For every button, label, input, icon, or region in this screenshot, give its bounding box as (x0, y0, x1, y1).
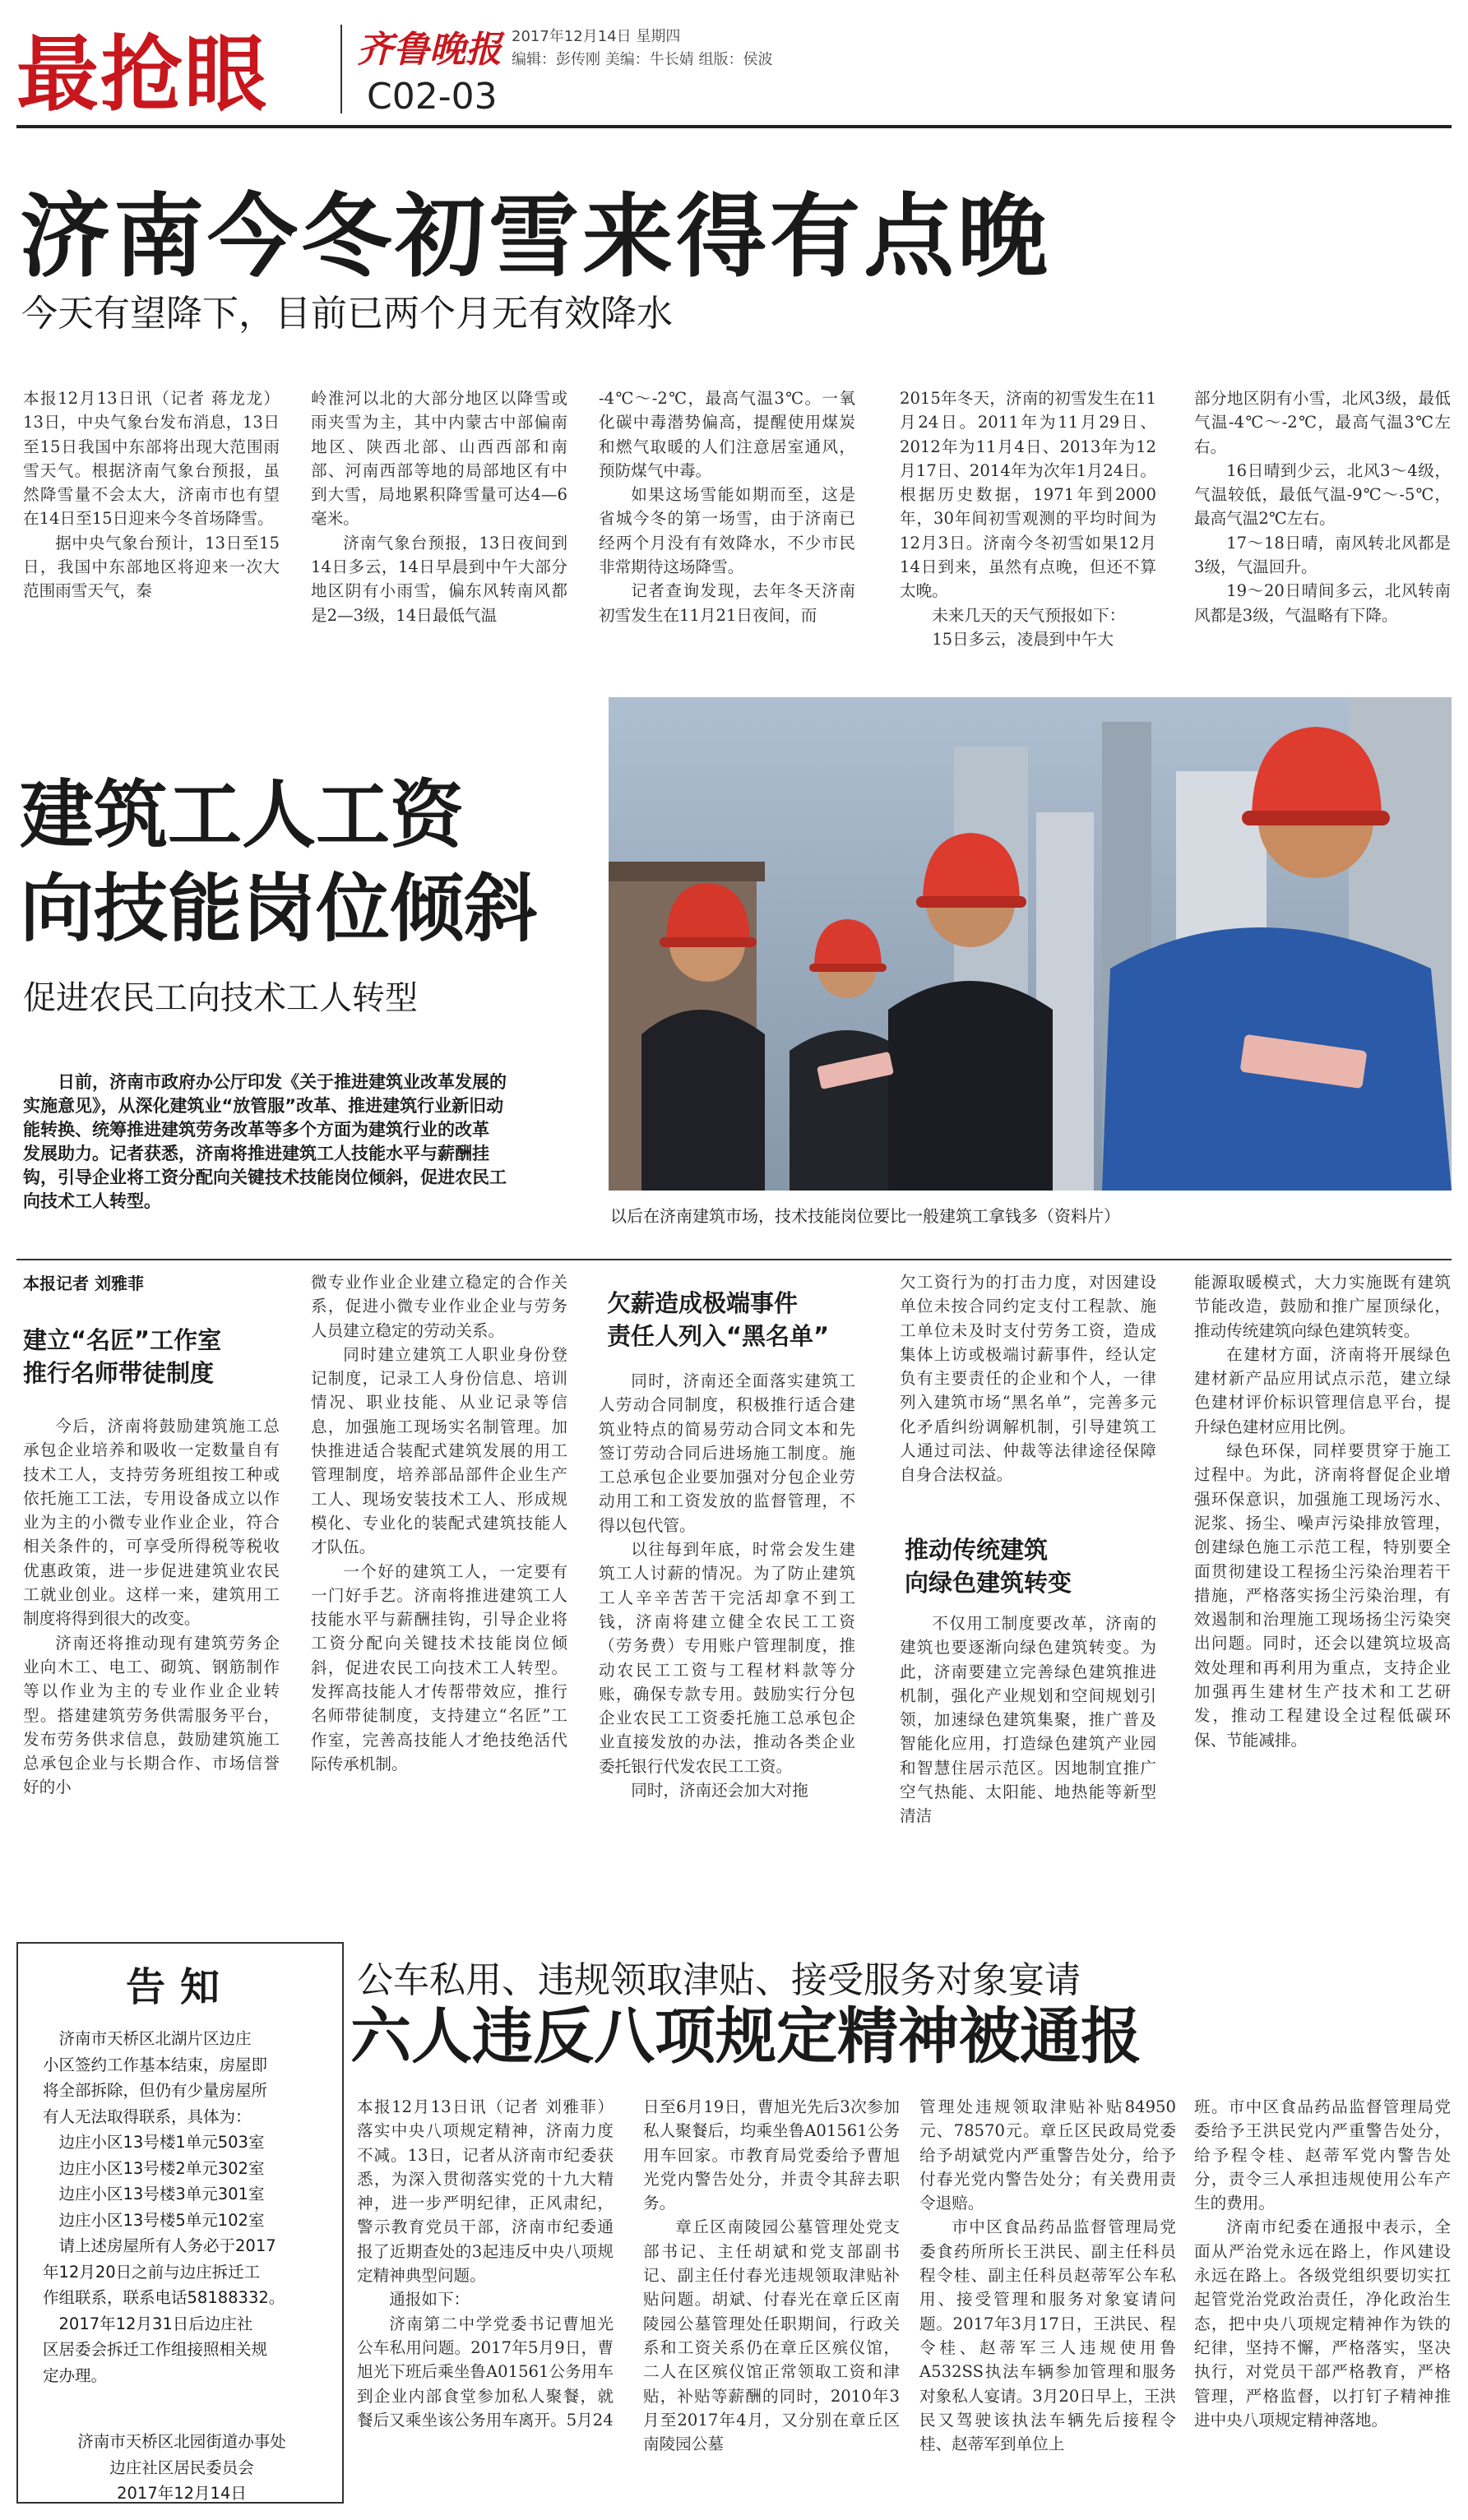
article2-column-1 (23, 1414, 280, 1916)
paragraph: 同时建立建筑工人职业身份登记制度，记录工人身份信息、培训情况、职业技能、从业记录等信息，加强施工现场实名制管理。加快推进适合装配式建筑发展的用工管理制度，培养部品部件企业生产工人、现场安装技术工人、形成规模化、专业化的装配式建筑技能人才队伍。 (311, 1344, 567, 1557)
subheading-green-building (905, 1533, 1072, 1599)
paragraph: 欠工资行为的打击力度，对因建设单位未按合同约定支付工程款、施工单位未及时支付劳务工资，造成集体上访或极端讨薪事件，经认定负有主要责任的企业和个人，一律列入建筑市场“黑名单”，完善多元化矛盾纠纷调解机制，引导建筑工人通过司法、仲裁等法律途径保障自身合法权益。 (900, 1273, 1156, 1485)
notice-line: 济南市天桥区北湖片区边庄 (58, 2029, 252, 2048)
paragraph: 不仅用工制度要改革，济南的建筑也要逐渐向绿色建筑转变。为此，济南要建立完善绿色建筑推进机制，强化产业规划和空间规划引领，加速绿色建筑集聚，推广普及智能化应用，打造绿色建筑产业园和智慧住居示范区。因地制宜推广空气热能、太阳能、地热能等新型清洁 (900, 1614, 1156, 1826)
paragraph: 岭淮河以北的大部分地区以降雪或雨夹雪为主，其中内蒙古中部偏南地区、陕西北部、山西西部和南部、河南西部等地的局部地区有中到大雪，局地累积降雪量可达4—6毫米。 (311, 389, 567, 529)
article2-column-2 (311, 1270, 567, 1916)
notice-line: 区居委会拆迁工作组接照相关规 (43, 2340, 268, 2359)
article2-subheadline: 促进农民工向技术工人转型 (23, 979, 418, 1017)
subheading-line: 推行名师带徒制度 (23, 1359, 215, 1387)
article1-column-2 (311, 386, 567, 625)
notice-line: 边庄小区13号楼2单元302室 (58, 2158, 265, 2178)
section-rule (16, 1259, 1452, 1260)
notice-signature (35, 2429, 329, 2507)
masthead-divider (340, 25, 342, 113)
paragraph: -4℃～-2℃，最高气温3℃。一氧化碳中毒潜势偏高，提醒使用煤炭和燃气取暖的人们注意居室通风，预防煤气中毒。 (599, 389, 855, 480)
notice-line: 边庄小区13号楼1单元503室 (58, 2133, 265, 2152)
paragraph: 市中区食品药品监督管理局党委食药所所长王洪民、副主任科员程令桂、副主任科员赵蒂军公车私用、接受管理和服务对象宴请问题。2017年3月17日，王洪民、程令桂、赵蒂军三人违规使用鲁A532SS执法车辆参加管理和服务对象私人宴请。3月20日早上，王洪民又驾驶该执法车辆先后接程令桂、赵蒂军到单位上 (919, 2217, 1176, 2454)
paragraph: 未来几天的天气预报如下： (932, 605, 1126, 625)
notice-line: 边庄小区13号楼5单元102室 (58, 2210, 265, 2230)
demolition-notice (16, 1942, 344, 2504)
article2-headline (20, 769, 538, 956)
article3-column-2 (643, 2095, 900, 2506)
article1-column-1 (23, 386, 280, 625)
subheading-masters (23, 1324, 221, 1389)
signature-line: 2017年12月14日 (117, 2484, 247, 2503)
paragraph: 微专业作业企业建立稳定的合作关系，促进小微专业作业企业与劳务人员建立稳定的劳动关系。 (311, 1273, 567, 1340)
article1-column-3 (599, 386, 855, 625)
paragraph: 绿色环保，同样要贯穿于施工过程中。为此，济南将督促企业增强环保意识，加强施工现场污水、泥浆、扬尘、噪声污染排放管理，创建绿色施工示范工程，特别要全面贯彻建设工程扬尘污染治理若干措施，严格落实扬尘污染治理，有效遏制和治理施工现场扬尘污染突出问题。同时，还会以建筑垃圾高效处理和再利用为重点，支持企业加强再生建材生产技术和工艺研发，推动工程建设全过程低碳环保、节能减排。 (1194, 1441, 1451, 1750)
notice-line: 年12月20日之前与边庄拆迁工 (43, 2262, 261, 2282)
paragraph: 17～18日晴，南风转北风都是3级，气温回升。 (1194, 533, 1451, 577)
headline-line: 建筑工人工资 (20, 772, 464, 858)
lead-line: 发展助力。记者获悉，济南将推进建筑工人技能水平与薪酬挂 (23, 1144, 489, 1163)
article3-column-4 (1194, 2095, 1451, 2506)
lead-line: 实施意见》，从深化建筑业“放管服”改革、推进建筑行业新旧动 (23, 1096, 504, 1116)
paragraph: 能源取暖模式，大力实施既有建筑节能改造，鼓励和推广屋顶绿化，推动传统建筑向绿色建筑转变。 (1194, 1273, 1451, 1340)
paragraph: 同时，济南还会加大对拖 (631, 1781, 808, 1801)
article1-headline: 济南今冬初雪来得有点晚 (20, 184, 1051, 289)
lead-line: 日前，济南市政府办公厅印发《关于推进建筑业改革发展的 (58, 1072, 507, 1092)
subheading-line: 责任人列入“黑名单” (607, 1322, 830, 1350)
subheading-line: 向绿色建筑转变 (905, 1569, 1072, 1597)
article1-column-4 (900, 386, 1156, 649)
dateline: 2017年12月14日 星期四 (512, 28, 681, 45)
paragraph: 在建材方面，济南将开展绿色建材新产品应用试点示范，建立绿色建材评价标识管理信息平台，提升绿色建材应用比例。 (1194, 1344, 1451, 1436)
signature-line: 济南市天桥区北园街道办事处 (77, 2432, 286, 2451)
workers-photo (609, 697, 1452, 1191)
subheading-line: 欠薪造成极端事件 (607, 1289, 799, 1317)
notice-line: 请上述房屋所有人务必于2017 (58, 2236, 276, 2255)
paragraph: 16日晴到少云，北风3～4级，气温较低，最低气温-9℃～-5℃，最高气温2℃左右。 (1194, 460, 1451, 529)
article3-kicker: 公车私用、违规领取津贴、接受服务对象宴请 (357, 1959, 1081, 2001)
paragraph: 日至6月19日，曹旭光先后3次参加私人聚餐后，均乘坐鲁A01561公务用车回家。市教育局党委给予曹旭光党内警告处分，并责令其辞去职务。 (643, 2097, 900, 2213)
section-title: 最抢眼 (16, 26, 268, 123)
article3-column-3 (919, 2095, 1176, 2506)
paragraph: 部分地区阴有小雪，北风3级，最低气温-4℃～-2℃，最高气温3℃左右。 (1194, 389, 1451, 456)
article1-subheadline: 今天有望降下，目前已两个月无有效降水 (21, 293, 673, 335)
subheading-line: 建立“名匠”工作室 (23, 1326, 222, 1354)
paragraph: 15日多云，凌晨到中午大 (932, 629, 1114, 649)
article2-byline: 本报记者 刘雅菲 (23, 1274, 144, 1293)
lead-line: 钩，引导企业将工资分配向关键技术技能岗位倾斜，促进农民工 (23, 1168, 507, 1187)
notice-line: 有人无法取得联系，具体为： (43, 2106, 252, 2126)
paragraph: 本报12月13日讯（记者 刘雅菲） 落实中央八项规定精神，济南力度不减。13日，记者从济南市纪委获悉，为深入贯彻落实党的十九大精神，进一步严明纪律，正风肃纪，警示教育党员干部，济南市纪委通报了近期查处的3起违反中央八项规定精神典型问题。 (357, 2097, 614, 2286)
paragraph: 济南第二中学党委书记曹旭光公车私用问题。2017年5月9日，曹旭光下班后乘坐鲁A01561公务用车到企业内部食堂参加私人聚餐，就餐后又乘坐该公务用车离开。5月24 (357, 2314, 614, 2430)
notice-line: 2017年12月31日后边庄社 (58, 2314, 253, 2333)
workers-photo-illustration (609, 697, 1452, 1191)
paragraph: 2015年冬天，济南的初雪发生在11月24日。2011年为11月29日、2012年为11月4日、2013年为12月17日、2014年为次年1月24日。根据历史数据，1971年到2000年，30年间初雪观测的平均时间为12月3日。济南今冬初雪如果12月14日到来，虽然有点晚，但还不算太晚。 (900, 389, 1156, 601)
top-rule (16, 125, 1452, 128)
paragraph: 以往每到年底，时常会发生建筑工人讨薪的情况。为了防止建筑工人辛辛苦苦干完活却拿不到工钱，济南将建立健全农民工工资（劳务费）专用账户管理制度，推动农民工工资与工程材料款等分账，确保专款专用。鼓励实行分包企业农民工工资委托施工总承包企业直接发放的办法，推动各类企业委托银行代发农民工工资。 (599, 1540, 855, 1776)
paragraph: 据中央气象台预计，13日至15日，我国中东部地区将迎来一次大范围雨雪天气，秦 (23, 533, 280, 601)
editors-credit: 编辑：彭传刚 美编：牛长婧 组版：侯波 (512, 51, 773, 68)
notice-line: 作组联系，联系电话58188332。 (43, 2288, 285, 2307)
paragraph: 章丘区南陵园公墓管理处党支部书记、主任胡斌和党支部副书记、副主任付春光违规领取津贴补贴问题。胡斌、付春光在章丘区南陵园公墓管理处任职期间，行政关系和工资关系仍在章丘区殡仪馆，二人在区殡仪馆正常领取工资和津贴，补贴等薪酬的同时，2010年3月至2017年4月，又分别在章丘区南陵园公墓 (643, 2217, 900, 2454)
paragraph: 同时，济南还全面落实建筑工人劳动合同制度，积极推行适合建筑业特点的简易劳动合同文本和先签订劳动合同后进场施工制度。施工总承包企业要加强对分包企业劳动用工和工资发放的监督管理，不得以包代管。 (599, 1371, 855, 1535)
paragraph: 管理处违规领取津贴补贴84950元、78570元。章丘区民政局党委给予胡斌党内严重警告处分，给予付春光党内警告处分；有关费用责令退赔。 (919, 2097, 1176, 2213)
article1-column-5 (1194, 386, 1451, 625)
notice-line: 边庄小区13号楼3单元301室 (58, 2185, 265, 2203)
notice-line: 将全部拆除，但仍有少量房屋所 (43, 2081, 268, 2100)
notice-body (43, 2026, 326, 2388)
paper-logo: 齐鲁晚报 (357, 29, 502, 71)
article2-column-3 (599, 1369, 855, 1916)
article2-column-4a (900, 1270, 1156, 1517)
article2-column-5 (1194, 1270, 1451, 1916)
article2-lead (23, 1070, 576, 1214)
lead-line: 向技术工人转型。 (23, 1191, 161, 1211)
paragraph: 通报如下： (389, 2290, 470, 2310)
lead-line: 能转换、统筹推进建筑劳务改革等多个方面为建筑行业的改革 (23, 1120, 489, 1140)
notice-line: 小区签约工作基本结束，房屋即 (43, 2055, 268, 2074)
photo-caption: 以后在济南建筑市场，技术技能岗位要比一般建筑工拿钱多（资料片） (610, 1206, 1120, 1226)
paragraph: 记者查询发现，去年冬天济南初雪发生在11月21日夜间，而 (599, 581, 855, 625)
headline-line: 向技能岗位倾斜 (20, 866, 538, 952)
article3-column-1 (357, 2095, 614, 2506)
signature-line: 边庄社区居民委员会 (109, 2458, 254, 2477)
notice-line: 定办理。 (43, 2365, 108, 2385)
subheading-line: 推动传统建筑 (905, 1536, 1049, 1564)
paragraph: 一个好的建筑工人，一定要有一门好手艺。济南将推进建筑工人技能水平与薪酬挂钩，引导企业将工资分配向关键技术技能岗位倾斜，促进农民工向技术工人转型。发挥高技能人才传帮带效应，推行名师带徒制度，支持建立“名匠”工作室，完善高技能人才绝技绝活代际传承机制。 (311, 1561, 567, 1773)
paragraph: 济南还将推动现有建筑劳务企业向木工、电工、砌筑、钢筋制作等以作业为主的专业作业企业转型。搭建建筑劳务供需服务平台，发布劳务供求信息，鼓励建筑施工总承包企业与长期合作、市场信誉好的小 (23, 1633, 280, 1797)
paragraph: 济南市纪委在通报中表示，全面从严治党永远在路上，作风建设永远在路上。各级党组织要切实扛起管党治党政治责任，净化政治生态，把中央八项规定精神作为铁的纪律，坚持不懈，严格落实，坚决执行，对党员干部严格教育，严格管理，严格监督，以打钉子精神推进中央八项规定精神落地。 (1194, 2217, 1451, 2430)
notice-title: 告知 (125, 1964, 234, 2010)
paragraph: 如果这场雪能如期而至，这是省城今冬的第一场雪，由于济南已经两个月没有有效降水，不少市民非常期待这场降雪。 (599, 485, 855, 577)
paragraph: 今后，济南将鼓励建筑施工总承包企业培养和吸收一定数量自有技术工人，支持劳务班组按工种或依托施工工法，专用设备成立以作业为主的小微专业作业企业，符合相关条件的，可享受所得税等税收优惠政策，进一步促进建筑业农民工就业创业。这样一来，建筑用工制度将得到很大的改变。 (23, 1417, 280, 1629)
page-number: C02-03 (367, 76, 498, 118)
paragraph: 本报12月13日讯（记者 蒋龙龙） 13日，中央气象台发布消息，13日至15日我国中东部将出现大范围雨雪天气。根据济南气象台预报，虽然降雪量不会太大，济南市也有望在14日至15日迎来今冬首场降雪。 (23, 389, 280, 529)
article2-column-4b (900, 1611, 1156, 1916)
article3-headline: 六人违反八项规定精神被通报 (350, 2001, 1142, 2072)
paragraph: 济南气象台预报，13日夜间到14日多云，14日早晨到中午大部分地区阴有小雨雪，偏东风转南风都是2—3级，14日最低气温 (311, 533, 567, 625)
subheading-blacklist (607, 1287, 829, 1352)
paragraph: 班。市中区食品药品监督管理局党委给予王洪民党内严重警告处分，给予程令桂、赵蒂军党内警告处分，责令三人承担违规使用公车产生的费用。 (1194, 2097, 1451, 2213)
paragraph: 19～20日晴间多云，北风转南风都是3级，气温略有下降。 (1194, 581, 1451, 625)
